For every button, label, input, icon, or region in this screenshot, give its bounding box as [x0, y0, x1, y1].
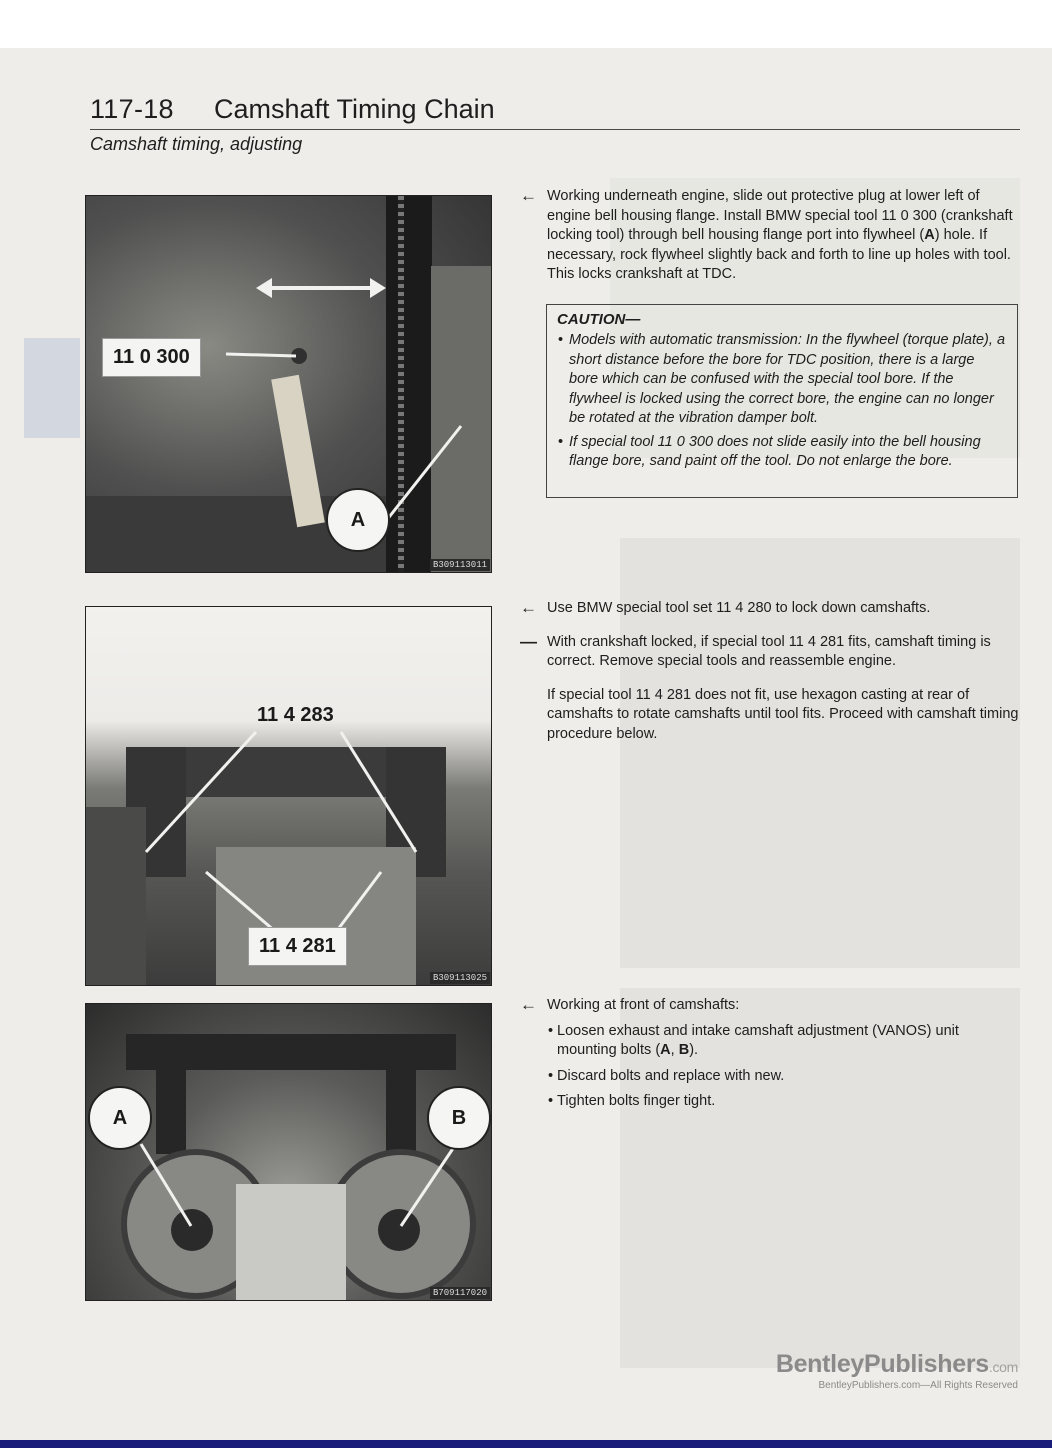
step-5-row	[520, 996, 1020, 1016]
figure-2-image-code: B309113025	[430, 972, 490, 984]
step-5-bullet-text	[557, 1068, 784, 1084]
bullet-icon: •	[548, 1093, 554, 1109]
step-4-row	[520, 686, 1020, 745]
pointer-arrow-icon: ←	[520, 186, 537, 205]
figure-camshaft-locking-tools	[85, 606, 492, 986]
step-loosen-vanos-bolts	[520, 996, 1020, 1118]
page-title: Camshaft Timing Chain	[214, 94, 495, 124]
figure-1-leader-lines	[86, 196, 492, 573]
publisher-logo-name: BentleyPublishers	[775, 1350, 989, 1378]
manual-page	[0, 48, 1052, 1440]
step-install-crankshaft-tool	[520, 187, 1020, 294]
text-run: Discard bolts and replace with new.	[557, 1067, 785, 1084]
caution-title: CAUTION—	[557, 311, 641, 328]
step-1-row	[520, 187, 1020, 285]
screen-bottom-bar	[0, 1440, 1052, 1448]
pointer-arrow-icon: ←	[520, 995, 537, 1014]
step-5-bullet	[520, 1092, 1020, 1112]
step-4-text: If special tool 11 4 281 does not fit, use hexagon casting at rear of camshafts to rotate camshafts until tool fits. Proceed with camshaft timing procedure below.	[547, 686, 1019, 742]
caution-item-text: Models with automatic transmission: In the flywheel (torque plate), a short distance before the bore for TDC position, there is a large bore which can be confused with the special tool bore. If the flywheel is locked using the correct bore, the engine can no longer be rotated at the vibration damper bolt.	[569, 332, 1006, 426]
header-rule	[90, 129, 1020, 130]
caution-item-text: If special tool 11 0 300 does not slide easily into the bell housing flange bore, sand paint off the tool. Do not enlarge the bore.	[569, 433, 981, 469]
callout-bolt-b: B	[427, 1086, 491, 1150]
figure-crankshaft-locking-tool	[85, 195, 492, 573]
callout-tool-11-4-283: 11 4 283	[257, 704, 334, 726]
caution-item	[557, 433, 1007, 472]
step-5-bullet	[520, 1022, 1020, 1061]
publisher-logo-suffix: .com	[988, 1359, 1018, 1375]
step-2-row	[520, 599, 1020, 619]
bullet-icon: •	[558, 433, 564, 450]
text-run: Loosen exhaust and intake camshaft adjustment (VANOS) unit mounting bolts (	[557, 1022, 959, 1058]
section-tab-mark	[24, 338, 80, 438]
text-run: ,	[670, 1042, 679, 1058]
step-1-text	[547, 188, 1013, 282]
section-subtitle: Camshaft timing, adjusting	[90, 134, 303, 154]
bullet-icon: •	[558, 332, 564, 348]
step-5-bullet	[520, 1067, 1020, 1087]
dash-marker: —	[520, 631, 537, 651]
copyright-notice: BentleyPublishers.com—All Rights Reserved	[818, 1380, 1018, 1391]
step-2-text: Use BMW special tool set 11 4 280 to lock down camshafts.	[547, 600, 931, 616]
step-5-text: Working at front of camshafts:	[547, 997, 740, 1013]
text-run: ) hole. If necessary, rock flywheel slightly back and forth to line up holes with tool. This locks crankshaft at TDC.	[547, 227, 1011, 282]
step-5-bullet-text	[557, 1093, 715, 1109]
figure-1-image-code: B309113011	[430, 559, 490, 571]
bold-reference: B	[678, 1042, 690, 1058]
figure-3-leader-lines	[86, 1004, 492, 1301]
text-run: Tighten bolts finger tight.	[557, 1093, 716, 1109]
caution-item	[557, 331, 1007, 429]
text-run: ).	[689, 1042, 699, 1058]
bullet-icon: •	[548, 1022, 554, 1039]
figure-vanos-mounting-bolts	[85, 1003, 492, 1301]
bullet-icon: •	[548, 1067, 554, 1084]
step-5-bullet-text	[557, 1023, 959, 1059]
figure-3-image-code: B709117020	[430, 1287, 490, 1299]
bold-reference: A	[660, 1042, 671, 1058]
callout-tool-11-0-300: 11 0 300	[102, 338, 201, 377]
caution-box	[546, 304, 1018, 498]
step-3-text: With crankshaft locked, if special tool 11 4 281 fits, camshaft timing is correct. Remove special tools and reassemble engine.	[547, 633, 991, 669]
callout-tool-11-4-281: 11 4 281	[248, 927, 347, 966]
screen-top-bar	[0, 0, 1052, 48]
text-run: Working underneath engine, slide out protective plug at lower left of engine bell housing flange. Install BMW special tool 11 0 300 (crankshaft locking tool) through bell housing flange port into flywheel (	[547, 188, 1013, 243]
bold-reference: A	[924, 227, 935, 243]
callout-flywheel-a: A	[326, 488, 390, 552]
pointer-arrow-icon: ←	[520, 598, 537, 617]
callout-bolt-a: A	[88, 1086, 152, 1150]
publisher-footer	[776, 1350, 1018, 1391]
page-number: 117-18	[90, 94, 174, 124]
step-3-row	[520, 633, 1020, 672]
step-lock-camshafts	[520, 599, 1020, 753]
publisher-logo	[776, 1350, 1018, 1379]
